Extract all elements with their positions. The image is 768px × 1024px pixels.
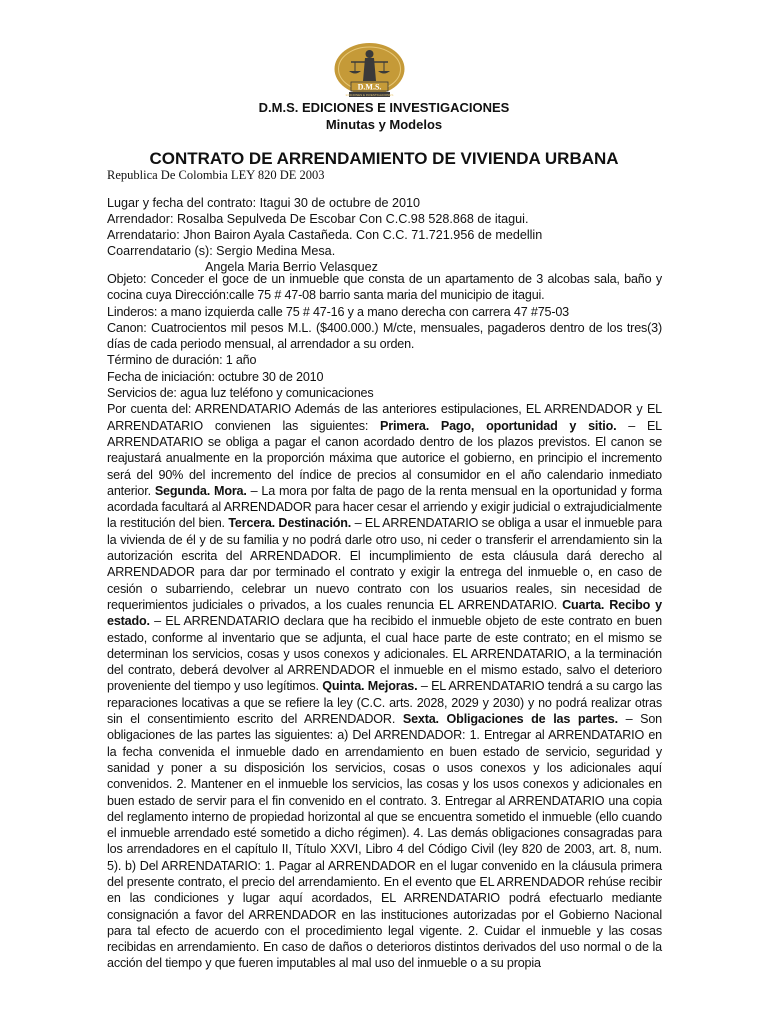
clause-fecha-iniciacion: Fecha de iniciación: octubre 30 de 2010: [107, 369, 324, 384]
clause-primera-text: – EL ARRENDATARIO se obliga a pagar el canon acordado dentro de los plazos previstos. El canon se reajustará anualmente en la proporción máxima que autorice el gobierno, en principio el incremento será del 90% del incremento del índice de precios al consumidor en el año calendario inmediato anterior.: [107, 418, 662, 498]
clause-servicios: Servicios de: agua luz teléfono y comunicaciones: [107, 386, 374, 401]
clause-heading-segunda: Segunda. Mora.: [154, 483, 247, 498]
tenant-line: Arrendatario: Jhon Bairon Ayala Castañeda. Con C.C. 71.721.956 de medellin: [107, 228, 543, 242]
company-subtitle: Minutas y Modelos: [325, 117, 443, 132]
company-name: D.M.S. EDICIONES E INVESTIGACIONES: [258, 100, 510, 115]
clause-linderos: Linderos: a mano izquierda calle 75 # 47-16 y a mano derecha con carrera 47 #75-03: [107, 304, 570, 319]
clause-objeto: Objeto: Conceder el goce de un inmueble que consta de un apartamento de 3 alcobas sala, baño y cocina cuya Dirección:calle 75 # 47-08 barrio santa maria del municipio de itagui.: [107, 272, 662, 303]
clause-tercera-text: – EL ARRENDATARIO se obliga a usar el inmueble para la vivienda de él y de su familia y no podrá darle otro uso, ni ceder o transferir el arrendamiento sin la autorización escrita del ARRENDADOR. El incumplimiento de esta cláusula dará derecho al ARRENDADOR para dar por terminado el contrato y exigir la entrega del inmueble o, en caso de cesión o subarriendo, celebrar un nuevo contrato con los usuarios reales, sin necesidad de requerimientos judiciales o privados, a los cuales renuncia EL ARRENDATARIO.: [107, 516, 662, 612]
clause-sexta-text: – Son obligaciones de las partes las siguientes: a) Del ARRENDADOR: 1. Entregar al ARRENDATARIO en la fecha convenida el inmueble dado en arrendamiento en buen estado de servicio, seguridad y sanidad y poner a su disposición los servicios, cosas o usos conexos y los adicionales aquí convenidos. 2. Mantener en el inmueble los servicios, las cosas y los usos conexos y adicionales en buen estado de servir para el fin convenido en el contrato. 3. Entregar al ARRENDATARIO una copia del reglamento interno de propiedad horizontal al que se encuentra sometido el inmueble (ello cuando el inmueble arrendado esté sometido a dicho régimen). 4. Las demás obligaciones consagradas para los arrendadores en el capítulo II, Título XXVI, Libro 4 del Código Civil (ley 820 de 2003, art. 8, num. 5). b) Del ARRENDATARIO: 1. Pagar al ARRENDADOR en el lugar convenido en la cláusula primera del presente contrato, el precio del arrendamiento. En el evento que EL ARRENDADOR rehúse recibir en las condiciones y lugar aquí acordados, EL ARRENDATARIO podrá efectuarlo mediante consignación a favor del ARRENDADOR en las instituciones autorizadas por el Gobierno Nacional para tal efecto de acuerdo con el procedimiento legal vigente. 2. Cuidar el inmueble y las cosas recibidas en arrendamiento. En caso de daños o deterioros distintos derivados del uso normal o de la acción del tiempo y que fueren imputables al mal uso del inmueble o a su propia: [107, 712, 662, 971]
dms-logo: [333, 43, 406, 101]
clause-duracion: Término de duración: 1 año: [107, 353, 257, 368]
clause-canon: Canon: Cuatrocientos mil pesos M.L. ($400.000.) M/cte, mensuales, pagaderos dentro de los tres(3) días de cada periodo mensual, al arrendador a su orden.: [107, 320, 662, 352]
logo-name: D.M.S.: [357, 82, 382, 92]
document-title: CONTRATO DE ARRENDAMIENTO DE VIVIENDA URBANA: [149, 149, 619, 168]
clause-heading-sexta: Sexta. Obligaciones de las partes.: [402, 712, 618, 727]
logo-subtitle: EDICIONES E INVESTIGACIONES: [345, 93, 394, 97]
clause-heading-primera: Primera. Pago, oportunidad y sitio.: [380, 418, 617, 433]
clause-quinta-text: – EL ARRENDATARIO tendrá a su cargo las reparaciones locativas a que se refiere la ley (C.C. arts. 2028, 2029 y 2030) y no podrá realizar otras sin el consentimiento escrito del ARRENDADOR.: [107, 679, 662, 727]
contract-body: [107, 271, 662, 972]
cotenant-line: Coarrendatario (s): Sergio Medina Mesa.: [107, 244, 336, 258]
landlord-line: Arrendador: Rosalba Sepulveda De Escobar Con C.C.98 528.868 de itagui.: [107, 212, 529, 226]
contract-place-date: Lugar y fecha del contrato: Itagui 30 de octubre de 2010: [107, 196, 420, 210]
clause-heading-tercera: Tercera. Destinación.: [228, 516, 352, 531]
cotenant-second-name: Angela Maria Berrio Velasquez: [205, 260, 378, 274]
clause-por-cuenta: Por cuenta del: ARRENDATARIO Además de las anteriores estipulaciones, EL ARRENDADOR y EL ARRENDATARIO convienen las siguientes:: [107, 402, 662, 433]
clause-heading-quinta: Quinta. Mejoras.: [322, 679, 418, 694]
clause-cuarta-text: – EL ARRENDATARIO declara que ha recibido el inmueble objeto de este contrato en buen estado, conforme al inventario que se adjunta, el cual hace parte de este contrato; en el mismo se determinan los servicios, cosas y usos conexos y adicionales. EL ARRENDATARIO, a la terminación del contrato, deberá devolver al ARRENDADOR el inmueble en el mismo estado, salvo el deterioro proveniente del tiempo y uso legítimos.: [107, 614, 662, 694]
law-reference: Republica De Colombia LEY 820 DE 2003: [107, 168, 325, 182]
clause-heading-cuarta: Cuarta. Recibo y estado.: [107, 597, 662, 629]
clause-segunda-text: – La mora por falta de pago de la renta mensual en la oportunidad y forma acordada facultará al ARRENDADOR para hacer cesar el arriendo y exigir judicial o extrajudicialmente la restitución del bien.: [107, 483, 662, 531]
